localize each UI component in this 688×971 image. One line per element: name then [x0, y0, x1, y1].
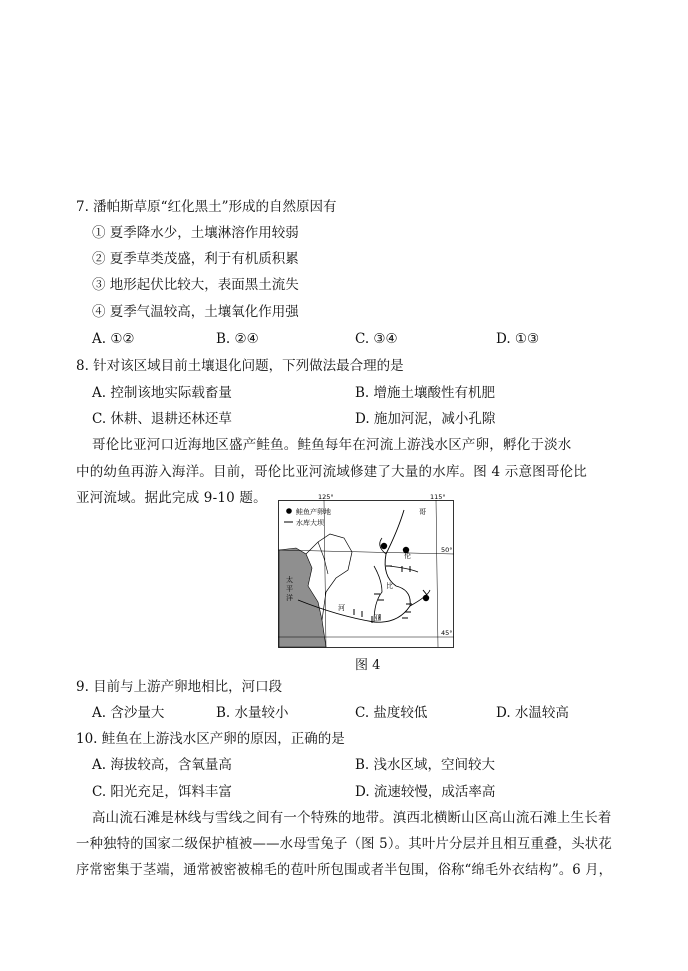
- q9-stem: 9. 目前与上游产卵地相比，河口段: [76, 679, 283, 695]
- q8-option-c: C. 休耕、退耕还林还草: [92, 411, 232, 427]
- q10-option-c: C. 阳光充足，饵料丰富: [92, 784, 232, 800]
- spawning-site: [381, 543, 387, 549]
- river-label-5: 河: [338, 604, 345, 612]
- q9-option-a: A. 含沙量大: [92, 705, 165, 721]
- q7-option-c: C. ③④: [355, 331, 398, 347]
- q9-option-c: C. 盐度较低: [355, 705, 428, 721]
- spawning-site: [423, 595, 429, 601]
- q7-item-2: ② 夏季草类茂盛，利于有机质积累: [92, 251, 299, 267]
- q7-option-d: D. ①③: [496, 331, 540, 347]
- passage1-line-2: 中的幼鱼再游入海洋。目前，哥伦比亚河流域修建了大量的水库。图 4 示意图哥伦比: [76, 464, 587, 480]
- river-label-1: 哥: [419, 508, 426, 516]
- q8-option-b: B. 增施土壤酸性有机肥: [355, 385, 496, 401]
- q9-option-b: B. 水量较小: [216, 705, 289, 721]
- q8-option-a: A. 控制该地实际载畜量: [92, 385, 232, 401]
- ocean-label-2: 平: [286, 585, 293, 593]
- q10-option-d: D. 流速较慢，成活率高: [355, 784, 496, 800]
- q8-option-d: D. 施加河泥，减小孔隙: [355, 411, 496, 427]
- river-label-3: 比: [386, 582, 393, 590]
- legend-spawning: 鲑鱼产卵地: [296, 508, 331, 516]
- passage2-line-3: 序常密集于茎端，通常被密被棉毛的苞叶所包围或者半包围，俗称“绵毛外衣结构”。6 月，: [76, 862, 613, 878]
- q10-option-a: A. 海拔较高，含氧量高: [92, 757, 232, 773]
- lat-label-50: 50°: [441, 546, 453, 554]
- river-label-2: 伦: [404, 552, 411, 560]
- lon-label-115: 115°: [430, 494, 446, 501]
- q7-option-a: A. ①②: [92, 331, 135, 347]
- q8-stem: 8. 针对该区域目前土壤退化问题，下列做法最合理的是: [76, 358, 404, 374]
- ocean-label-3: 洋: [286, 594, 293, 602]
- passage2-line-2: 一种独特的国家二级保护植被——水母雪兔子（图 5）。其叶片分层并且相互重叠，头状花: [76, 836, 612, 852]
- q7-item-4: ④ 夏季气温较高，土壤氧化作用强: [92, 304, 299, 320]
- q7-item-3: ③ 地形起伏比较大，表面黑土流失: [92, 277, 299, 293]
- q10-option-b: B. 浅水区域，空间较大: [355, 757, 496, 773]
- q7-stem: 7. 潘帕斯草原“红化黑土”形成的自然原因有: [76, 199, 337, 215]
- river-label-4: 亚: [374, 614, 381, 622]
- figure4-map: [278, 494, 454, 648]
- passage2-line-1: 高山流石滩是林线与雪线之间有一个特殊的地带。滇西北横断山区高山流石滩上生长着: [92, 810, 612, 826]
- q10-stem: 10. 鲑鱼在上游浅水区产卵的原因，正确的是: [76, 731, 345, 747]
- ocean-label-1: 太: [286, 576, 293, 584]
- passage1-line-3: 亚河流域。据此完成 9-10 题。: [76, 490, 267, 506]
- q7-option-b: B. ②④: [216, 331, 259, 347]
- legend-dot-icon: [286, 508, 292, 514]
- legend-dam: 水库大坝: [296, 519, 324, 527]
- q7-item-1: ① 夏季降水少，土壤淋溶作用较弱: [92, 225, 299, 241]
- passage1-line-1: 哥伦比亚河口近海地区盛产鲑鱼。鲑鱼每年在河流上游浅水区产卵，孵化于淡水: [92, 437, 572, 453]
- q9-option-d: D. 水温较高: [496, 705, 569, 721]
- figure4-caption: 图 4: [355, 658, 381, 673]
- lon-label-125: 125°: [318, 494, 334, 501]
- lat-label-45: 45°: [441, 629, 453, 637]
